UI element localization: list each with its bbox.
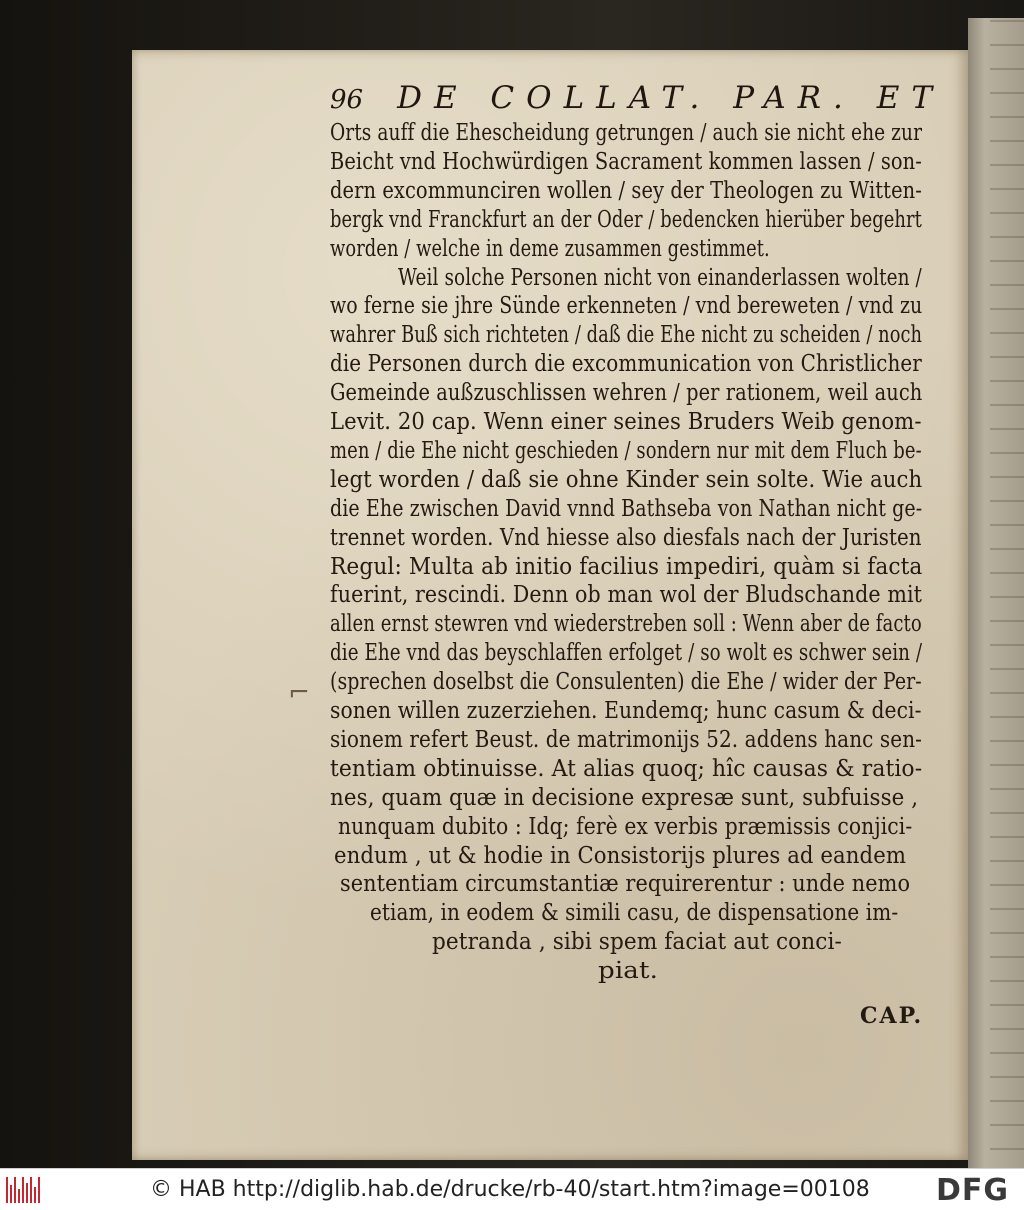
text-line: Beicht vnd Hochwürdigen Sacrament kommen lassen / son-: [330, 146, 922, 175]
text-line: Weil solche Personen nicht von einanderlassen wolten /: [398, 262, 922, 291]
text-line: nunquam dubito : Idq; ferè ex verbis præmissis conjici-: [338, 811, 913, 840]
running-head: [330, 80, 1020, 116]
text-line: trennet worden. Vnd hiesse also diesfals nach der Juristen: [330, 522, 922, 551]
running-head-title: DE COLLAT. PAR. ET: [397, 80, 945, 116]
text-line: dern excommunciren wollen / sey der Theologen zu Witten-: [330, 175, 922, 204]
page-number: 96: [330, 85, 364, 115]
text-line: worden / welche in deme zusammen gestimmet.: [330, 233, 770, 262]
text-line: tentiam obtinuisse. At alias quoq; hîc causas & ratio-: [330, 753, 923, 782]
text-line: die Ehe zwischen David vnnd Bathseba von Nathan nicht ge-: [330, 493, 923, 522]
text-line: Orts auff die Ehescheidung getrungen / auch sie nicht ehe zur: [330, 118, 923, 146]
text-line: die Ehe vnd das beyschlaffen erfolget / so wolt es schwer sein /: [330, 638, 923, 667]
text-line: sionem refert Beust. de matrimonijs 52. addens hanc sen-: [330, 724, 923, 753]
text-line: fuerint, rescindi. Denn ob man wol der Bludschande mit: [330, 580, 923, 609]
catchword: CAP.: [860, 1003, 924, 1029]
copyright-url: © HAB http://diglib.hab.de/drucke/rb-40/start.htm?image=00108: [150, 1177, 870, 1202]
text-line: allen ernst stewren vnd wiederstreben soll : Wenn aber de facto: [330, 609, 922, 638]
text-line: (sprechen doselbst die Consulenten) die Ehe / wider der Per-: [330, 667, 922, 696]
viewer-footer: [0, 1168, 1024, 1210]
text-line: sententiam circumstantiæ requirerentur : unde nemo: [340, 869, 911, 898]
text-line: Regul: Multa ab initio facilius impediri, quàm si facta: [330, 551, 923, 580]
text-line: petranda , sibi spem faciat aut conci-: [432, 927, 842, 956]
margin-mark-icon: ⌐: [288, 678, 310, 708]
text-line: wahrer Buß sich richteten / daß die Ehe nicht zu scheiden / noch: [330, 320, 923, 349]
text-line: men / die Ehe nicht geschieden / sondern nur mit dem Fluch be-: [330, 435, 922, 464]
text-line: endum , ut & hodie in Consistorijs plures ad eandem: [334, 840, 907, 869]
hab-logo-icon: [6, 1177, 44, 1203]
dfg-logo: DFG: [936, 1173, 1010, 1208]
text-line: piat.: [598, 956, 658, 985]
text-line: Levit. 20 cap. Wenn einer seines Bruders Weib genom-: [330, 407, 922, 435]
text-line: bergk vnd Franckfurt an der Oder / bedencken hierüber begehrt: [330, 204, 922, 233]
text-line: nes, quam quæ in decisione expresæ sunt, subfuisse ,: [330, 782, 919, 811]
text-line: wo ferne sie jhre Sünde erkenneten / vnd bereweten / vnd zu: [330, 291, 923, 320]
next-page-text-edge: [990, 20, 1024, 1168]
text-line: Gemeinde außzuschlissen wehren / per rationem, weil auch: [330, 378, 923, 407]
text-line: etiam, in eodem & simili casu, de dispensatione im-: [370, 898, 899, 927]
text-line: sonen willen zuzerziehen. Eundemq; hunc casum & deci-: [330, 696, 922, 724]
text-line: legt worden / daß sie ohne Kinder sein solte. Wie auch: [330, 464, 923, 493]
text-line: die Personen durch die excommunication von Christlicher: [330, 349, 922, 378]
